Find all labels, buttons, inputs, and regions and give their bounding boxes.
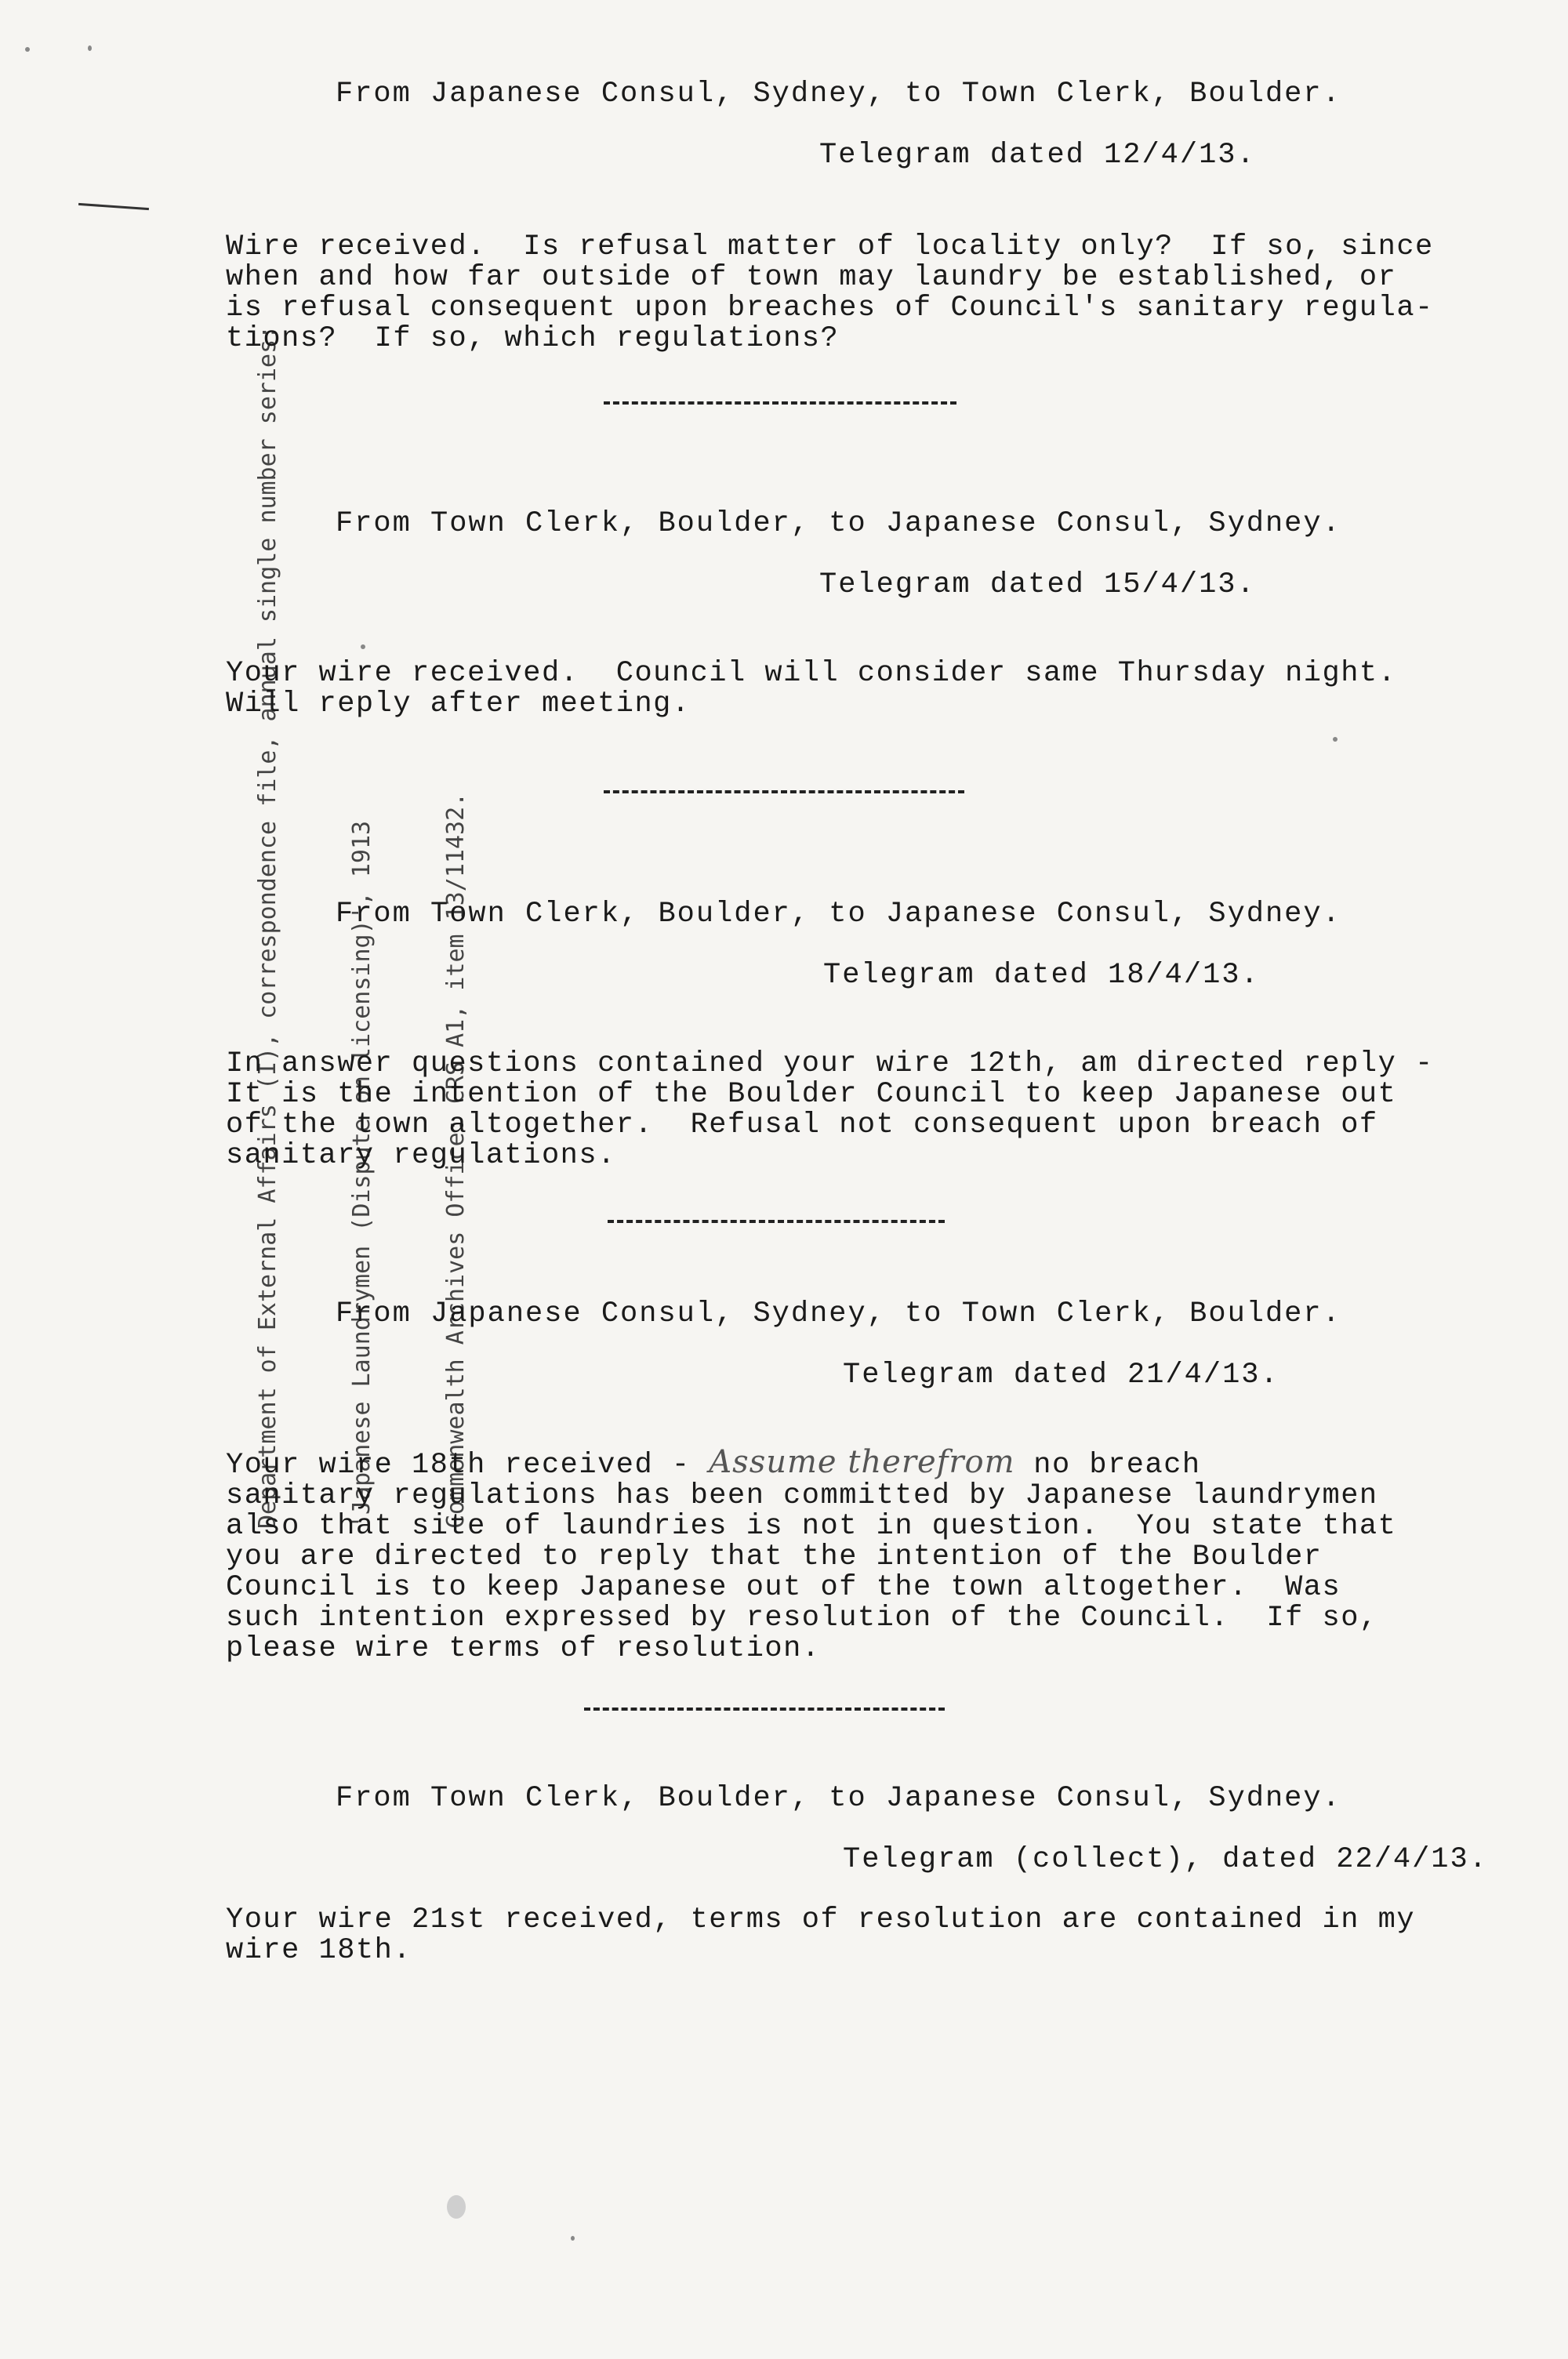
telegram-4-body-start: Your wire 18th received - [226,1449,710,1482]
telegram-2-body-line: Your wire received. Council will consider same Thursday night. [226,657,1397,690]
telegram-4-body-line [226,1444,1417,1482]
telegram-3-header: From Town Clerk, Boulder, to Japanese Consul, Sydney. [336,898,1341,931]
handwritten-insertion: Assume therefrom [709,1444,1015,1480]
telegram-3-body-line: It is the intention of the Boulder Council to keep Japanese out [226,1078,1397,1111]
telegram-4-body-line: sanitary regulations has been committed by Japanese laundrymen [226,1479,1378,1512]
telegram-4-header: From Japanese Consul, Sydney, to Town Clerk, Boulder. [336,1297,1341,1330]
telegram-1-body-line: when and how far outside of town may laundry be established, or [226,261,1397,294]
separator-line [584,1708,945,1711]
telegram-5-body [226,1905,1417,1966]
telegram-4-body-line: such intention expressed by resolution of the Council. If so, [226,1602,1378,1635]
paper-speck [361,644,365,649]
pen-mark [78,203,149,210]
telegram-3-body-line: of the town altogether. Refusal not consequent upon breach of [226,1109,1378,1141]
telegram-4-body [226,1444,1417,1665]
paper-smudge [447,2195,466,2219]
paper-speck [571,2236,575,2241]
telegram-3-body-line: sanitary regulations. [226,1139,616,1172]
citation-line-3: Commonwealth Archives Office: CRS A1, item 13/11432. [442,792,470,1529]
separator-line [604,790,964,793]
citation-line-1: Department of External Affairs (I), correspondence file, annual single number series: [254,325,281,1529]
telegram-4-body-line: Council is to keep Japanese out of the town altogether. Was [226,1571,1341,1604]
telegram-1-body-line: Wire received. Is refusal matter of locality only? If so, since [226,230,1434,263]
telegram-2-body-line: Will reply after meeting. [226,688,691,720]
telegram-2-body [226,659,1417,720]
telegram-1-body-line: is refusal consequent upon breaches of Council's sanitary regula- [226,292,1434,325]
telegram-5-date: Telegram (collect), dated 22/4/13. [843,1843,1488,1876]
telegram-4-body-line: also that site of laundries is not in question. You state that [226,1510,1397,1543]
telegram-3-body [226,1047,1434,1172]
telegram-1-header: From Japanese Consul, Sydney, to Town Clerk, Boulder. [336,78,1341,111]
paper-speck [25,47,30,52]
telegram-1-date: Telegram dated 12/4/13. [819,139,1256,172]
paper-speck [1333,737,1338,742]
telegram-1-body [226,230,1434,355]
separator-line [608,1220,945,1223]
telegram-4-body-end: no breach [1014,1449,1201,1482]
paper-speck [88,45,92,51]
telegram-5-body-line: Your wire 21st received, terms of resolution are contained in my [226,1904,1416,1936]
telegram-2-header: From Town Clerk, Boulder, to Japanese Consul, Sydney. [336,507,1341,540]
separator-line [604,401,956,405]
telegram-4-body-line: you are directed to reply that the intention of the Boulder [226,1541,1323,1573]
telegram-4-body-line: please wire terms of resolution. [226,1632,821,1665]
telegram-3-date: Telegram dated 18/4/13. [823,959,1260,992]
telegram-3-body-line: In answer questions contained your wire 12th, am directed reply - [226,1047,1434,1080]
telegram-4-date: Telegram dated 21/4/13. [843,1359,1279,1392]
citation-line-2: 'Japanese Laundrymen (Dispute on licensing)', 1913 [348,820,376,1529]
telegram-1-body-line: tions? If so, which regulations? [226,322,840,355]
telegram-2-date: Telegram dated 15/4/13. [819,568,1256,601]
telegram-5-body-line: wire 18th. [226,1934,412,1967]
telegram-5-header: From Town Clerk, Boulder, to Japanese Consul, Sydney. [336,1782,1341,1815]
